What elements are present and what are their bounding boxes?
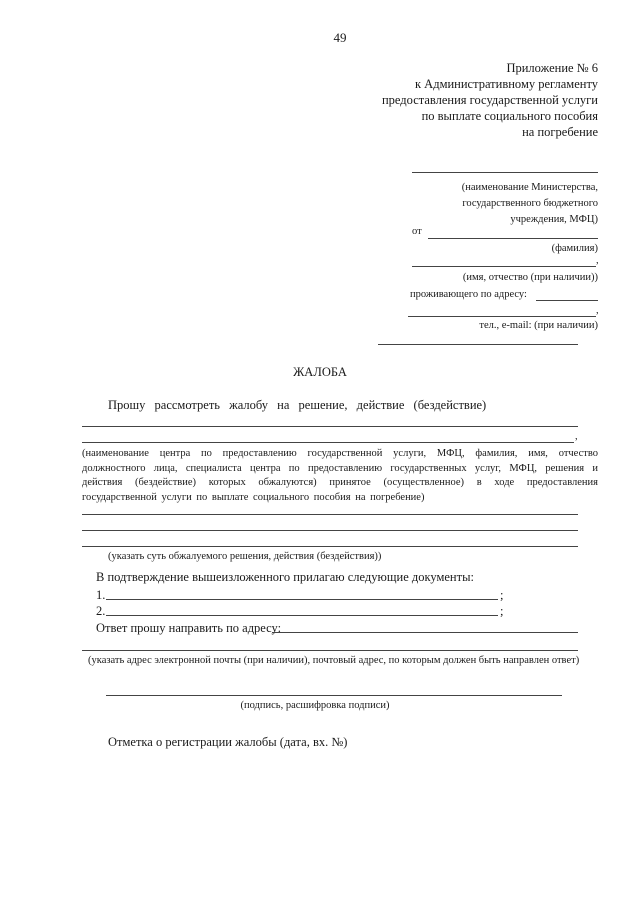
name-comma: , (596, 255, 599, 266)
from-label: от (412, 226, 422, 237)
registration-note: Отметка о регистрации жалобы (дата, вх. №) (108, 735, 348, 749)
doc-item-1-semicolon: ; (500, 588, 504, 602)
surname-caption: (фамилия) (551, 243, 598, 254)
appendix-header (300, 60, 598, 140)
address-comma: , (596, 305, 599, 316)
doc-item-2-number: 2. (96, 604, 106, 618)
appendix-line-5: на погребение (522, 125, 598, 139)
request-comma: , (575, 431, 578, 442)
signature-line[interactable] (106, 695, 562, 696)
surname-line[interactable] (428, 238, 598, 239)
name-caption: (имя, отчество (при наличии)) (462, 272, 598, 283)
documents-intro: В подтверждение вышеизложенного прилагаю следующие документы: (96, 570, 474, 584)
essence-line-3[interactable] (82, 546, 578, 547)
request-line-2[interactable] (82, 442, 574, 443)
doc-item-1-line[interactable] (106, 599, 498, 600)
request-text: Прошу рассмотреть жалобу на решение, действие (бездействие) (108, 398, 487, 412)
name-line[interactable] (412, 266, 596, 267)
residing-label: проживающего по адресу: (410, 289, 527, 300)
answer-label: Ответ прошу направить по адресу: (96, 621, 282, 635)
contacts-caption: тел., e-mail: (при наличии) (479, 320, 598, 331)
page-number: 49 (333, 30, 347, 45)
answer-line-1[interactable] (272, 632, 578, 633)
doc-item-2-line[interactable] (106, 615, 498, 616)
signature-caption: (подпись, расшифровка подписи) (240, 700, 390, 711)
address-caption: (указать адрес электронной почты (при наличии), почтовый адрес, по которым должен быть направлен ответ) (88, 655, 580, 666)
appendix-line-4: по выплате социального пособия (421, 109, 598, 123)
essence-line-1[interactable] (82, 514, 578, 515)
appendix-line-1: Приложение № 6 (506, 61, 598, 75)
address-line[interactable] (408, 316, 596, 317)
doc-item-2-semicolon: ; (500, 604, 504, 618)
complaint-title: ЖАЛОБА (293, 365, 347, 379)
ministry-caption: (наименование Министерства, государственного бюджетного учреждения, МФЦ) (461, 182, 598, 225)
ministry-line[interactable] (412, 172, 598, 173)
answer-line-2[interactable] (82, 650, 578, 651)
essence-line-2[interactable] (82, 530, 578, 531)
center-caption: (наименование центра по предоставлению государственной услуги, МФЦ, фамилия, имя, отчество должностного лица, специалиста центра по предоставлению государственных услуг, МФЦ, решения и действия (бездействие) которых обжалуются) принятое (осуществленное) в ходе предоставления государственной услуги по выплате социального пособия на погребение) (82, 448, 598, 503)
essence-caption: (указать суть обжалуемого решения, действия (бездействия)) (108, 551, 382, 562)
doc-item-1-number: 1. (96, 588, 106, 602)
contacts-line[interactable] (378, 344, 578, 345)
appendix-line-3: предоставления государственной услуги (381, 93, 598, 107)
residing-line[interactable] (536, 300, 598, 301)
request-line-1[interactable] (82, 426, 578, 427)
appendix-line-2: к Административному регламенту (414, 77, 598, 91)
